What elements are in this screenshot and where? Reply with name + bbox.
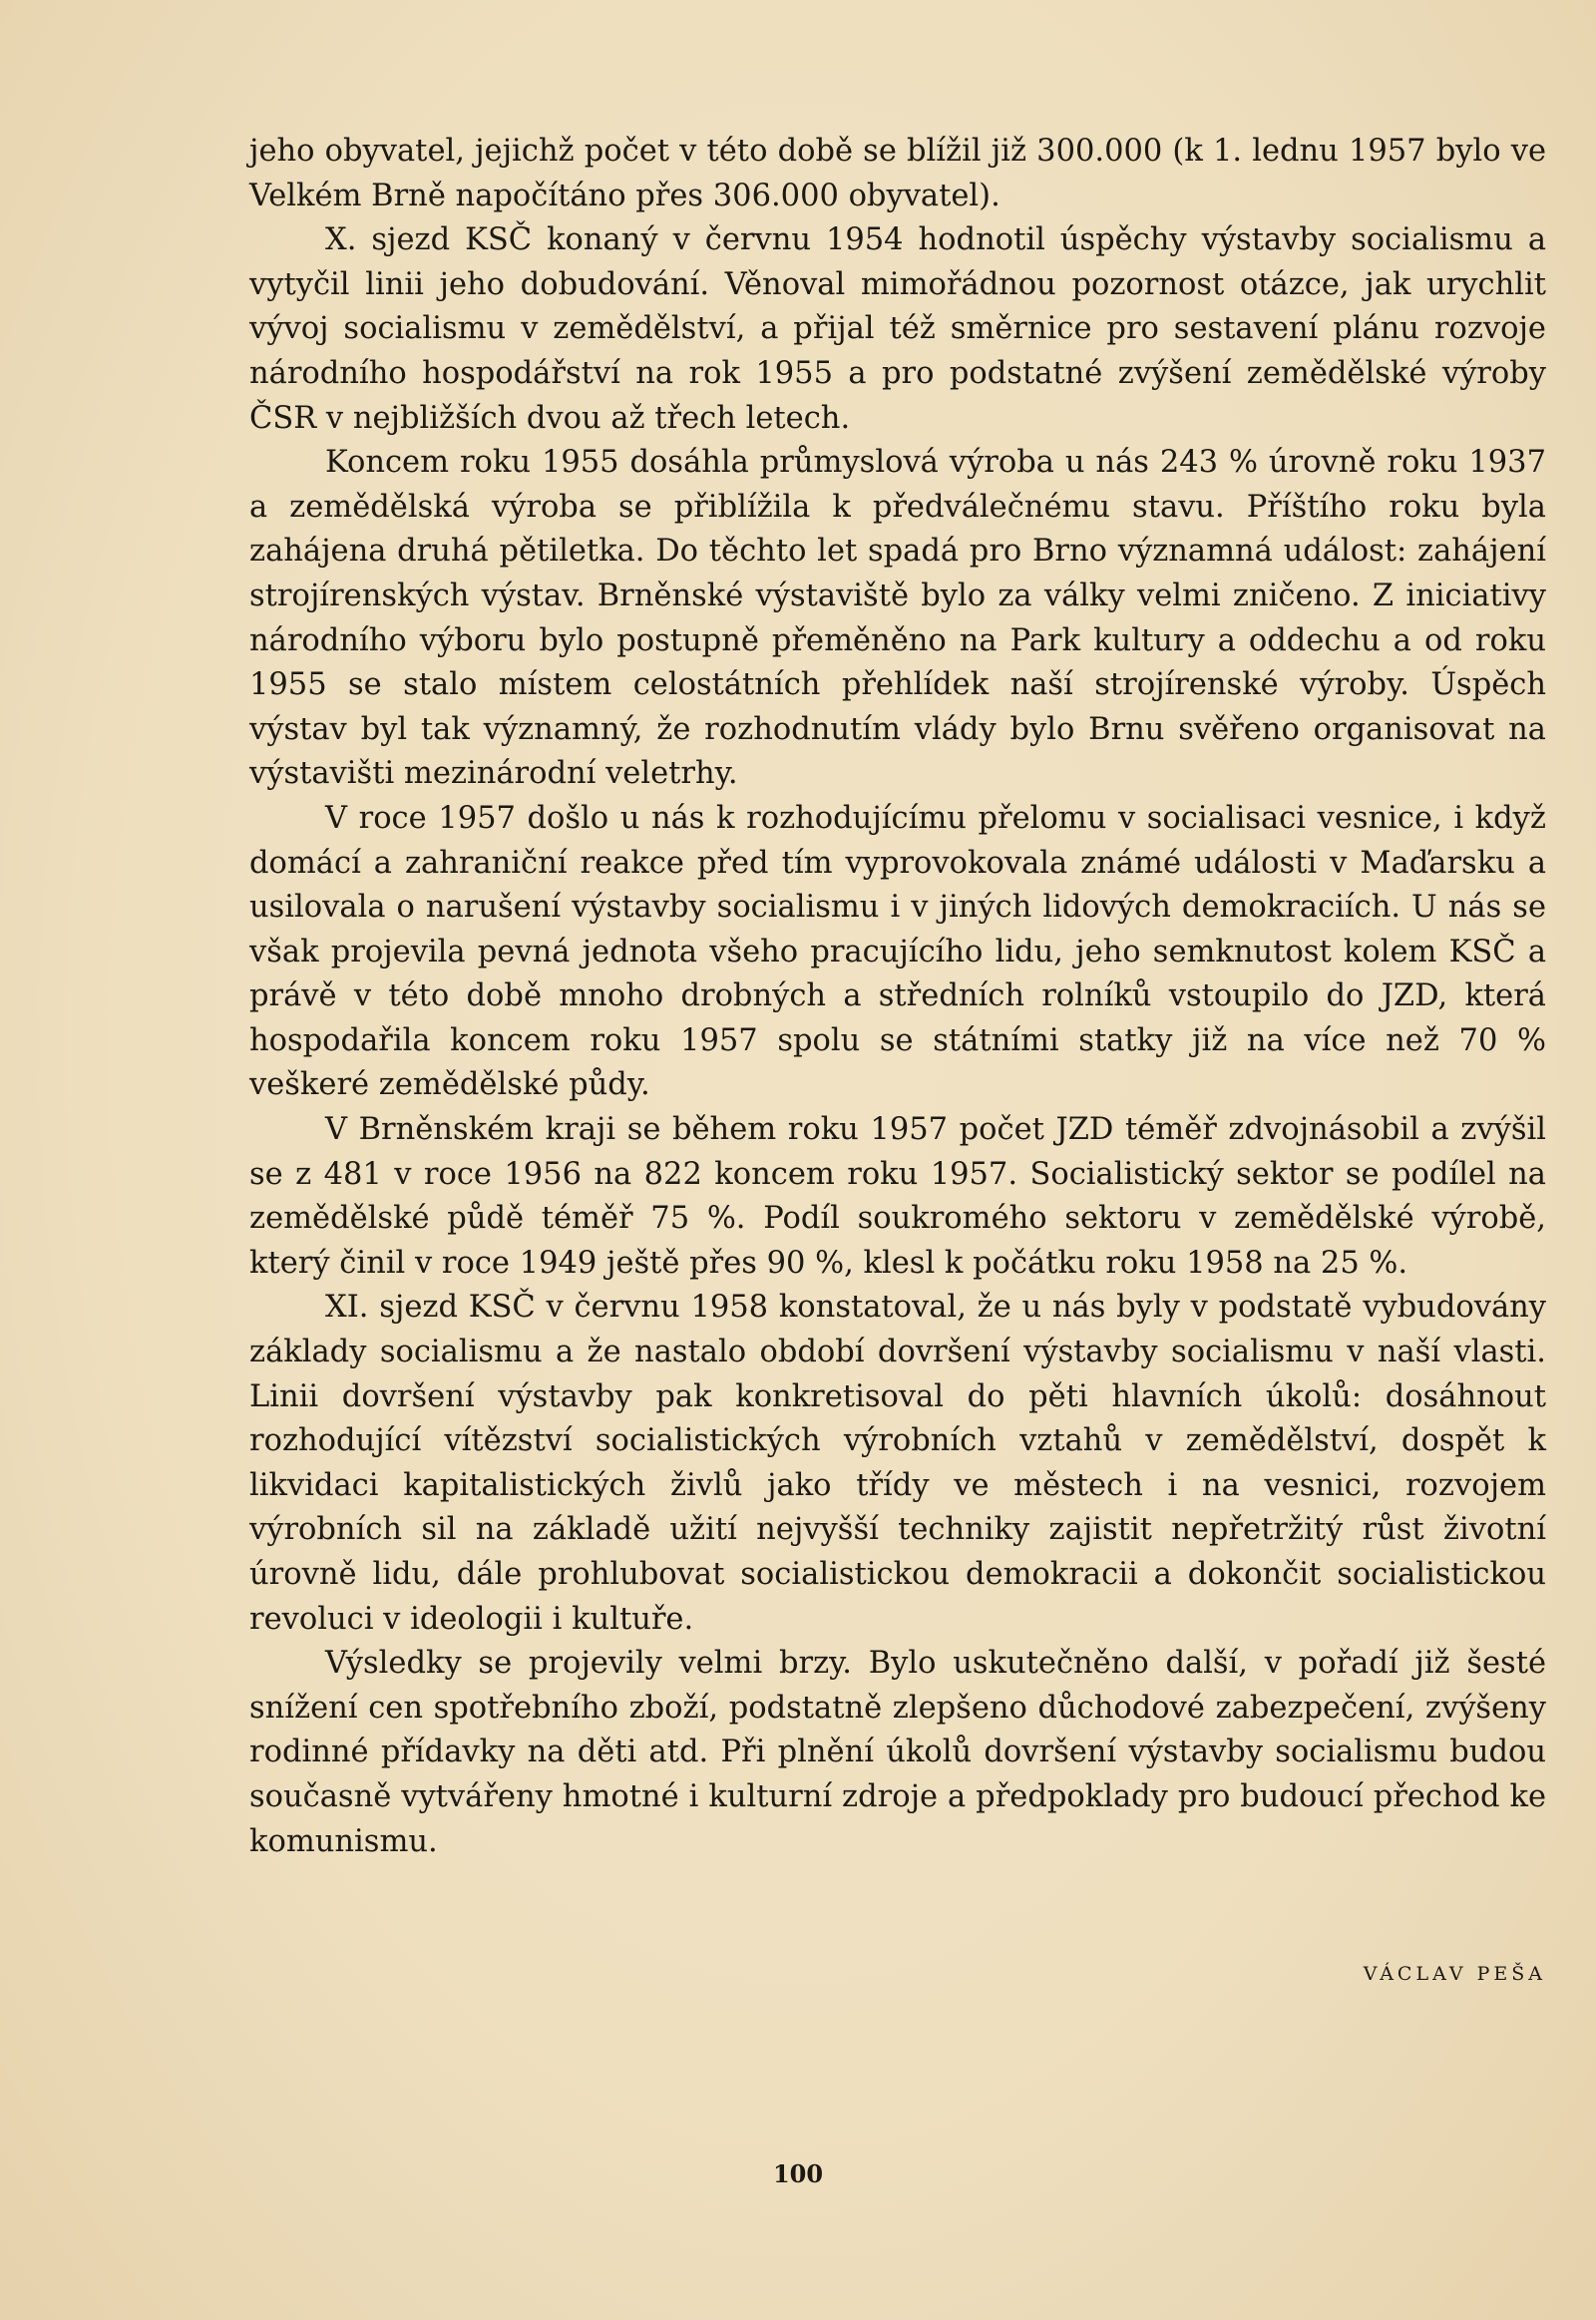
paragraph-3: Koncem roku 1955 dosáhla průmyslová výroba u nás 243 % úrovně roku 1937 a zemědělská výroba se přiblížila k předválečnému stavu. Příštího roku byla zahájena druhá pětiletka. Do těchto let spadá pro Brno významná událost: zahájení strojírenských výstav. Brněnské výstaviště bylo za války velmi zničeno. Z iniciativy národního výboru bylo postupně přeměněno na Park kultury a oddechu a od roku 1955 se stalo místem celostátních přehlídek naší strojírenské výroby. Úspěch výstav byl tak významný, že rozhodnutím vlády bylo Brnu svěřeno organisovat na výstavišti mezinárodní veletrhy.	[249, 445, 1546, 792]
body-text	[249, 130, 1546, 1864]
paragraph-5: V Brněnském kraji se během roku 1957 počet JZD téměř zdvojnásobil a zvýšil se z 481 v roce 1956 na 822 koncem roku 1957. Socialistický sektor se podílel na zemědělské půdě téměř 75 %. Podíl soukromého sektoru v zemědělské výrobě, který činil v roce 1949 ještě přes 90 %, klesl k počátku roku 1958 na 25 %.	[249, 1112, 1546, 1281]
paragraph-6: XI. sjezd KSČ v červnu 1958 konstatoval, že u nás byly v podstatě vybudovány základy socialismu a že nastalo období dovršení výstavby socialismu v naší vlasti. Linii dovršení výstavby pak konkretisoval do pěti hlavních úkolů: dosáhnout rozhodující vítězství socialistických výrobních vztahů v zemědělství, dospět k likvidaci kapitalistických živlů jako třídy ve městech i na vesnici, rozvojem výrobních sil na základě užití nejvyšší techniky zajistit nepřetržitý růst životní úrovně lidu, dále prohlubovat socialistickou demokracii a dokončit socialistickou revoluci v ideologii i kultuře.	[249, 1290, 1546, 1637]
paragraph-4: V roce 1957 došlo u nás k rozhodujícímu přelomu v socialisaci vesnice, i když domácí a zahraniční reakce před tím vyprovokovala známé události v Maďarsku a usilovala o narušení výstavby socialismu i v jiných lidových demokraciích. U nás se však projevila pevná jednota všeho pracujícího lidu, jeho semknutost kolem KSČ a právě v této době mnoho drobných a středních rolníků vstoupilo do JZD, která hospodařila koncem roku 1957 spolu se státními statky již na více než 70 % veškeré zemědělské půdy.	[249, 800, 1546, 1103]
author-signature: VÁCLAV PEŠA	[1363, 1963, 1546, 1985]
page-number: 100	[772, 2159, 824, 2188]
paragraph-7: Výsledky se projevily velmi brzy. Bylo uskutečněno další, v pořadí již šesté snížení cen spotřebního zboží, podstatně zlepšeno důchodové zabezpečení, zvýšeny rodinné přídavky na děti atd. Při plnění úkolů dovršení výstavby socialismu budou současně vytvářeny hmotné i kulturní zdroje a předpoklady pro budoucí přechod ke komunismu.	[249, 1646, 1546, 1859]
paragraph-2: X. sjezd KSČ konaný v červnu 1954 hodnotil úspěchy výstavby socialismu a vytyčil linii jeho dobudování. Věnoval mimořádnou pozornost otázce, jak urychlit vývoj socialismu v zemědělství, a přijal též směrnice pro sestavení plánu rozvoje národního hospodářství na rok 1955 a pro podstatné zvýšení zemědělské výroby ČSR v nejbližších dvou až třech letech.	[249, 222, 1546, 436]
paragraph-1: jeho obyvatel, jejichž počet v této době se blížil již 300.000 (k 1. lednu 1957 bylo ve Velkém Brně napočítáno přes 306.000 obyvatel).	[249, 134, 1546, 213]
